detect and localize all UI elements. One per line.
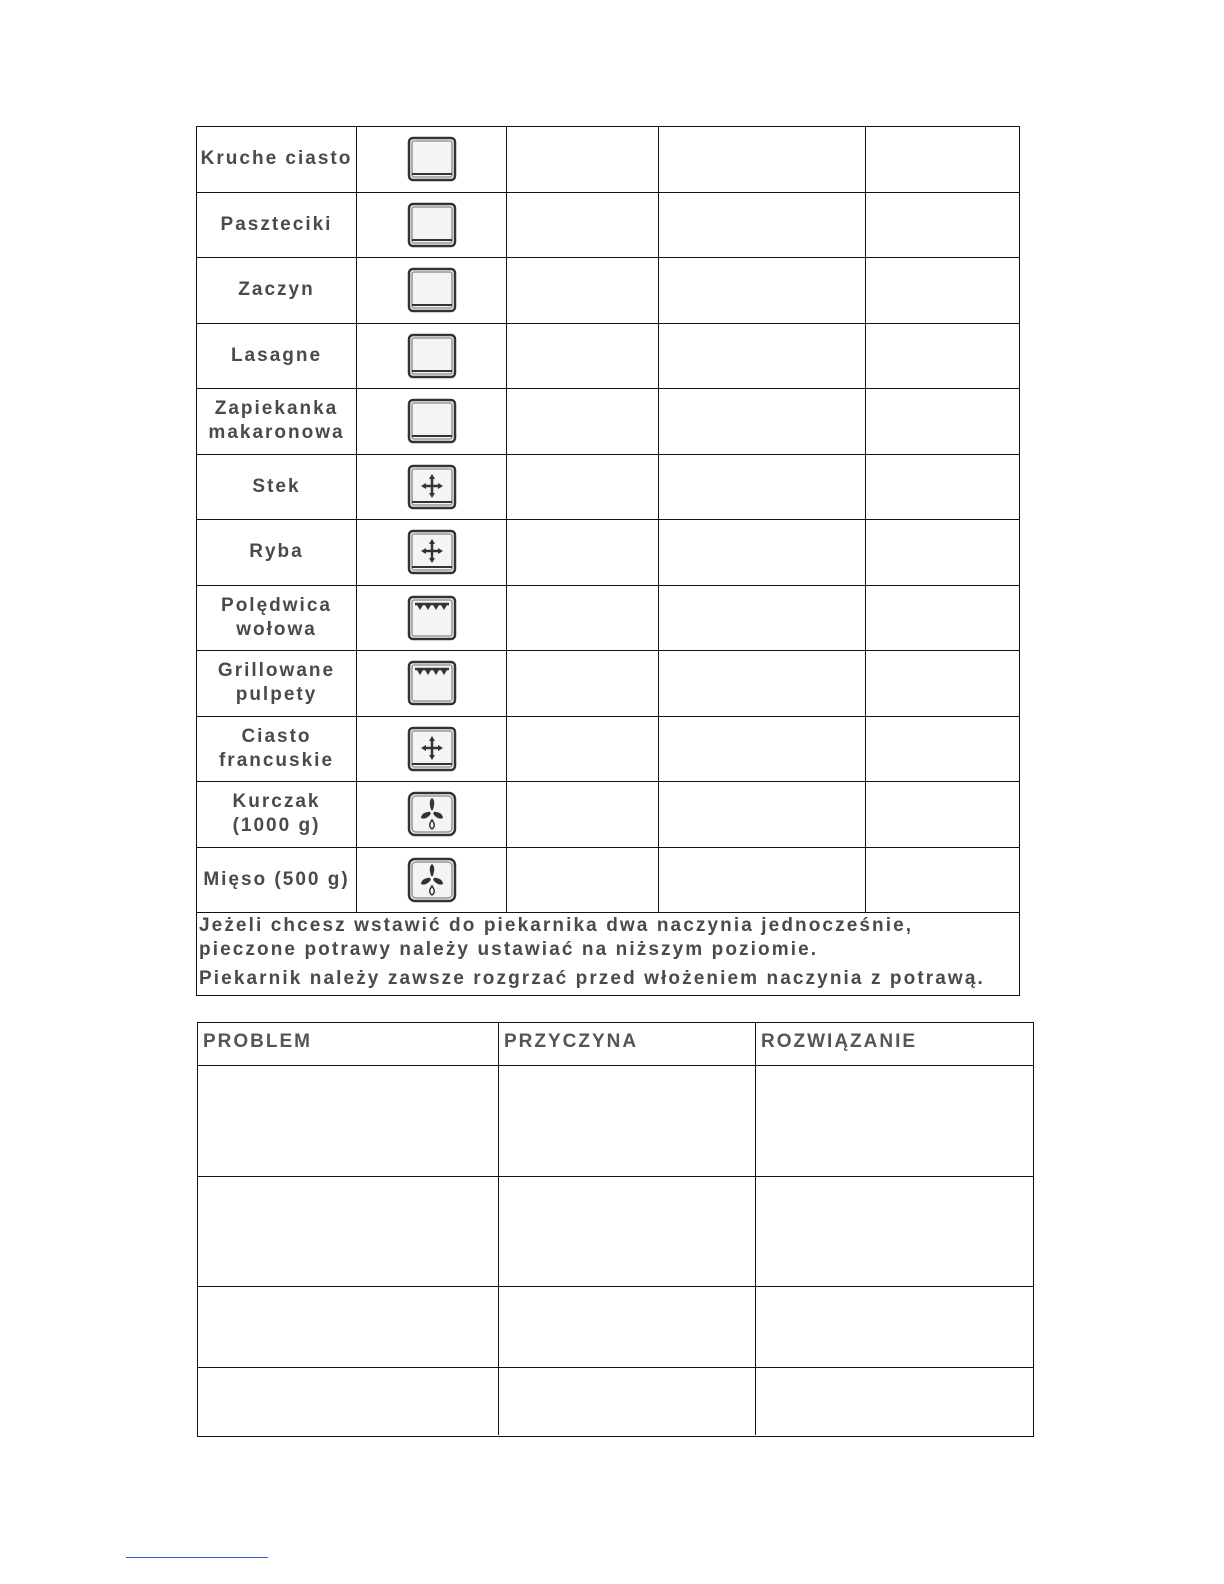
table-row: [197, 127, 1019, 193]
grill-icon: [407, 660, 457, 706]
rotisserie-fan-icon: [407, 791, 457, 837]
rotisserie-fan-icon: [407, 857, 457, 903]
note-line: Jeżeli chcesz wstawić do piekarnika dwa naczynia jednocześnie, pieczone potrawy należy ustawiać na niższym poziomie.: [199, 915, 914, 960]
food-name: Kruche ciasto: [197, 127, 357, 192]
table-row: [197, 193, 1019, 259]
food-name: Ryba: [197, 520, 357, 585]
footer-divider: [126, 1557, 268, 1558]
food-name: Stek: [197, 455, 357, 520]
conventional-oven-icon: [407, 136, 457, 182]
table-row: [198, 1177, 1033, 1287]
table-row: [197, 324, 1019, 390]
cooking-note: [197, 913, 1019, 995]
table-row: [197, 848, 1019, 914]
conventional-oven-icon: [407, 202, 457, 248]
food-name: Mięso (500 g): [197, 848, 357, 913]
table-row: [197, 520, 1019, 586]
conventional-oven-icon: [407, 333, 457, 379]
header-cause: PRZYCZYNA: [499, 1023, 756, 1065]
table-row: [197, 455, 1019, 521]
table-row: [197, 651, 1019, 717]
note-line: Piekarnik należy zawsze rozgrzać przed włożeniem naczynia z potrawą.: [199, 968, 985, 989]
table-header: [198, 1023, 1033, 1066]
table-row: [197, 717, 1019, 783]
food-name: Paszteciki: [197, 193, 357, 258]
table-row: [197, 389, 1019, 455]
conventional-oven-icon: [407, 267, 457, 313]
table-row: [197, 782, 1019, 848]
header-problem: PROBLEM: [198, 1023, 499, 1065]
table-row: [198, 1066, 1033, 1177]
food-name: Polędwica wołowa: [197, 586, 357, 651]
food-name: Zapiekanka makaronowa: [197, 389, 357, 454]
table-row: [198, 1287, 1033, 1368]
table-row: [198, 1368, 1033, 1435]
cooking-table: [196, 126, 1020, 996]
table-row: [197, 586, 1019, 652]
conventional-oven-icon: [407, 398, 457, 444]
food-name: Lasagne: [197, 324, 357, 389]
table-row: [197, 258, 1019, 324]
fan-heating-icon: [407, 464, 457, 510]
food-name: Ciasto francuskie: [197, 717, 357, 782]
food-name: Grillowane pulpety: [197, 651, 357, 716]
grill-icon: [407, 595, 457, 641]
troubleshooting-table: [197, 1022, 1034, 1437]
header-solution: ROZWIĄZANIE: [761, 1031, 918, 1052]
fan-heating-icon: [407, 726, 457, 772]
food-name: Zaczyn: [197, 258, 357, 323]
food-name: Kurczak (1000 g): [197, 782, 357, 847]
fan-heating-icon: [407, 529, 457, 575]
